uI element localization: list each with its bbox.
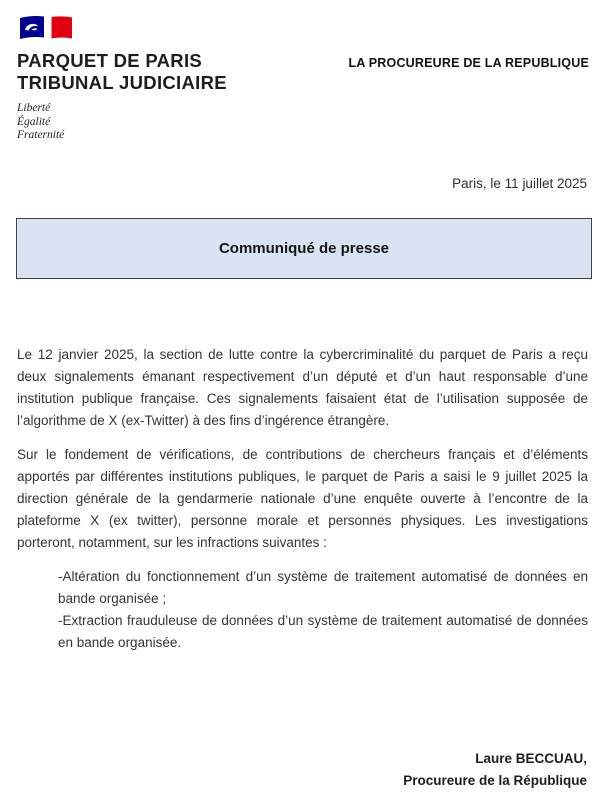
list-item: -Altération du fonctionnement d’un système de traitement automatisé de données en bande organisée ; (58, 569, 588, 606)
organization-name (17, 50, 227, 93)
paragraph-2: Sur le fondement de vérifications, de contributions de chercheurs français et d’éléments apportés par différentes institutions publiques, le parquet de Paris a saisi le 9 juillet 2025 la direction générale de la gendarmerie nationale d’une enquête ouverte à l’encontre de la plateforme X (ex twitter), personne morale et personnes physiques. Les investigations porteront, notamment, sur les infractions suivantes : (17, 447, 588, 550)
signature-title: Procureure de la République (403, 773, 587, 788)
infractions-list (17, 566, 588, 654)
signature-name: Laure BECCUAU, (475, 751, 587, 766)
header-left (17, 14, 227, 143)
motto-line-egalite: Égalité (17, 115, 51, 128)
document-body (17, 344, 588, 654)
french-flag-logo (18, 14, 78, 42)
press-release-banner (16, 218, 592, 279)
signature-block (403, 748, 587, 792)
motto-line-fraternite: Fraternité (17, 129, 65, 141)
banner-title: Communiqué de presse (218, 240, 390, 257)
motto-line-liberte: Liberté (17, 102, 51, 114)
list-item: -Extraction frauduleuse de données d’un système de traitement automatisé de données en bande organisée. (58, 613, 588, 650)
org-line-1: PARQUET DE PARIS (17, 50, 203, 71)
dateline: Paris, le 11 juillet 2025 (452, 176, 587, 191)
paragraph-1: Le 12 janvier 2025, la section de lutte contre la cybercriminalité du parquet de Paris a reçu deux signalements émanant respectivement d’un député et d’un haut responsable d’une institution publique française. Ces signalements faisaient état de l’utilisation supposée de l’algorithme de X (ex-Twitter) à des fins d’ingérence étrangère. (17, 347, 588, 428)
sender-title: LA PROCUREURE DE LA REPUBLIQUE (348, 56, 589, 70)
republic-motto (17, 102, 227, 143)
org-line-2: TRIBUNAL JUDICIAIRE (17, 71, 227, 93)
